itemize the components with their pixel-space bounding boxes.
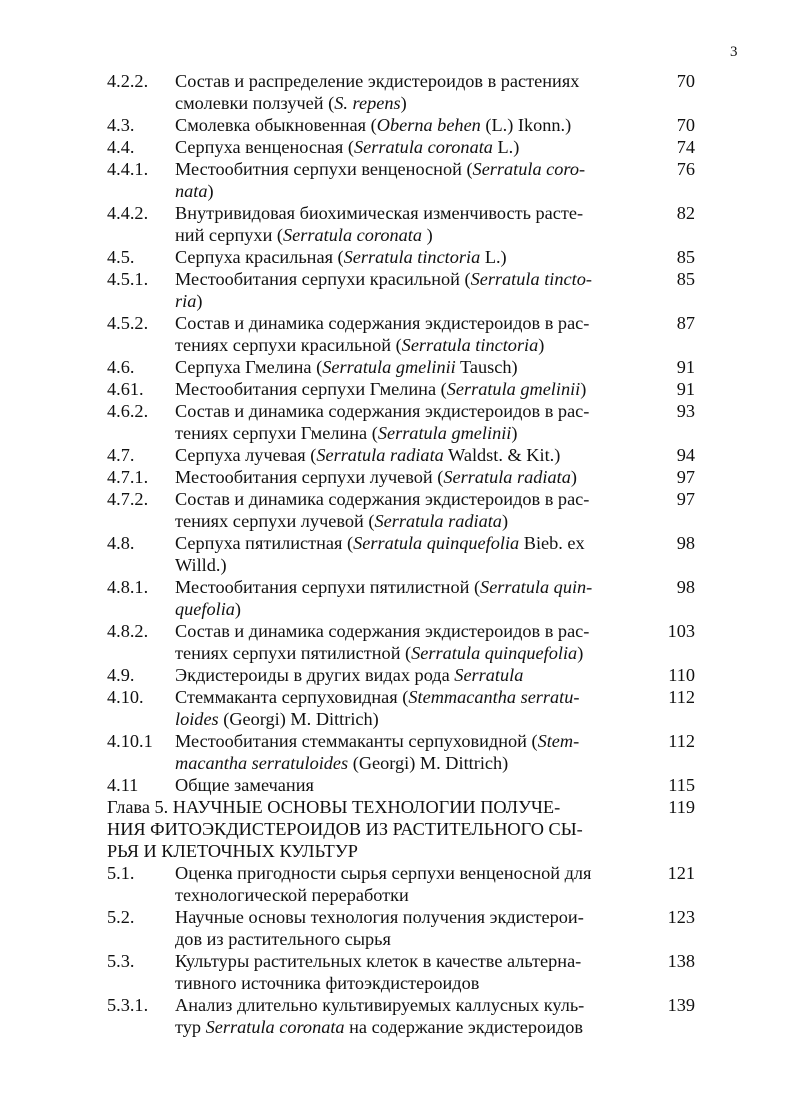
toc-entry-line xyxy=(107,686,697,708)
section-title: Культуры растительных клеток в качестве альтерна- xyxy=(175,951,582,971)
section-title: Общие замечания xyxy=(175,775,314,795)
page-ref xyxy=(615,554,697,576)
toc-entry-line xyxy=(107,598,697,620)
page-ref xyxy=(615,290,697,312)
section-number: 4.3. xyxy=(107,115,135,135)
toc-entry-line xyxy=(107,642,697,664)
section-number: 4.8.1. xyxy=(107,577,149,597)
toc-entry-line xyxy=(107,400,697,422)
section-title: Научные основы технология получения экдистерои- xyxy=(175,907,584,927)
section-number: 4.7.1. xyxy=(107,467,149,487)
section-title: Стеммаканта серпуховидная (Stemmacantha serratu- xyxy=(175,687,580,707)
page-ref xyxy=(615,642,697,664)
section-number xyxy=(107,290,175,312)
page-ref: 85 xyxy=(676,247,695,267)
section-number: 4.5.2. xyxy=(107,313,149,333)
section-title: тивного источника фитоэкдистероидов xyxy=(175,973,480,993)
toc-entry-line xyxy=(107,158,697,180)
section-title: Состав и динамика содержания экдистероидов в рас- xyxy=(175,401,590,421)
toc-entry-line xyxy=(107,202,697,224)
section-number xyxy=(107,224,175,246)
section-number xyxy=(107,510,175,532)
page-ref: 139 xyxy=(667,995,695,1015)
section-number: 4.4. xyxy=(107,137,135,157)
toc-entry-line xyxy=(107,334,697,356)
section-number: 4.8.2. xyxy=(107,621,149,641)
section-title: тениях серпухи пятилистной (Serratula quinquefolia) xyxy=(175,643,584,663)
section-title: Состав и распределение экдистероидов в растениях xyxy=(175,71,580,91)
page-ref: 123 xyxy=(667,907,695,927)
section-number: 4.5. xyxy=(107,247,135,267)
page-ref xyxy=(615,422,697,444)
toc-entry-line xyxy=(107,378,697,400)
table-of-contents xyxy=(107,70,697,1038)
toc-entry-line xyxy=(107,664,697,686)
section-title: технологической переработки xyxy=(175,885,409,905)
section-title: Оценка пригодности сырья серпухи венценосной для xyxy=(175,863,592,883)
toc-entry-line xyxy=(107,510,697,532)
section-number xyxy=(107,554,175,576)
page-ref: 103 xyxy=(667,621,695,641)
page-ref: 87 xyxy=(676,313,695,333)
page-ref xyxy=(615,334,697,356)
section-number: 4.10. xyxy=(107,687,144,707)
section-number: 4.5.1. xyxy=(107,269,149,289)
page-ref: 70 xyxy=(676,115,695,135)
section-number: 4.8. xyxy=(107,533,135,553)
page-ref: 119 xyxy=(668,797,695,817)
section-number xyxy=(107,884,175,906)
section-number xyxy=(107,708,175,730)
section-number: 4.4.1. xyxy=(107,159,149,179)
section-number xyxy=(107,334,175,356)
section-title: тениях серпухи лучевой (Serratula radiata) xyxy=(175,511,509,531)
page-ref: 94 xyxy=(676,445,695,465)
section-title: ний серпухи (Serratula coronata ) xyxy=(175,225,433,245)
section-title: Серпуха Гмелина (Serratula gmelinii Tausch) xyxy=(175,357,518,377)
page-ref xyxy=(615,972,697,994)
toc-entry-line xyxy=(107,532,697,554)
page-ref xyxy=(615,92,697,114)
section-title: дов из растительного сырья xyxy=(175,929,391,949)
toc-entry-line xyxy=(107,928,697,950)
toc-entry-line xyxy=(107,730,697,752)
section-title: loides (Georgi) M. Dittrich) xyxy=(175,709,379,729)
toc-entry-line xyxy=(107,180,697,202)
page-ref xyxy=(615,884,697,906)
section-title: Анализ длительно культивируемых каллусных куль- xyxy=(175,995,585,1015)
toc-entry-line xyxy=(107,290,697,312)
section-number xyxy=(107,598,175,620)
section-title: quefolia) xyxy=(175,599,242,619)
section-title: Местообитания серпухи красильной (Serratula tincto- xyxy=(175,269,592,289)
section-number xyxy=(107,642,175,664)
page-ref: 91 xyxy=(676,379,695,399)
toc-entry-line xyxy=(107,994,697,1016)
page-ref xyxy=(615,180,697,202)
toc-entry-line xyxy=(107,268,697,290)
page-ref: 91 xyxy=(676,357,695,377)
section-title: Смолевка обыкновенная (Oberna behen (L.) Ikonn.) xyxy=(175,115,572,135)
page-ref xyxy=(615,510,697,532)
section-title: macantha serratuloides (Georgi) M. Dittrich) xyxy=(175,753,509,773)
page-ref xyxy=(615,928,697,950)
section-number: 4.7. xyxy=(107,445,135,465)
section-number xyxy=(107,1016,175,1038)
section-title: Местообитания серпухи пятилистной (Serratula quin- xyxy=(175,577,593,597)
page-ref: 74 xyxy=(676,137,695,157)
section-title: Состав и динамика содержания экдистероидов в рас- xyxy=(175,489,590,509)
section-title: Внутривидовая биохимическая изменчивость расте- xyxy=(175,203,584,223)
toc-entry-line xyxy=(107,840,697,862)
toc-entry-line xyxy=(107,752,697,774)
page-ref: 85 xyxy=(676,269,695,289)
section-title: ria) xyxy=(175,291,203,311)
toc-entry-line xyxy=(107,576,697,598)
toc-entry-line xyxy=(107,356,697,378)
toc-entry-line xyxy=(107,466,697,488)
page-ref: 112 xyxy=(668,731,695,751)
toc-entry-line xyxy=(107,972,697,994)
page-ref: 115 xyxy=(668,775,695,795)
page-ref: 82 xyxy=(676,203,695,223)
section-title: тур Serratula coronata на содержание экдистероидов xyxy=(175,1017,584,1037)
page-ref xyxy=(615,598,697,620)
toc-entry-line xyxy=(107,708,697,730)
section-number: 4.11 xyxy=(107,775,139,795)
section-number xyxy=(107,422,175,444)
section-number: 5.3.1. xyxy=(107,995,149,1015)
section-number xyxy=(107,972,175,994)
section-number: 4.7.2. xyxy=(107,489,149,509)
section-number: 5.1. xyxy=(107,863,135,883)
toc-entry-line xyxy=(107,796,697,818)
toc-entry-line xyxy=(107,774,697,796)
section-title: Серпуха пятилистная (Serratula quinquefolia Bieb. ex xyxy=(175,533,585,553)
toc-entry-line xyxy=(107,554,697,576)
page-ref: 98 xyxy=(676,577,695,597)
section-number: 5.2. xyxy=(107,907,135,927)
section-title: Местообитания стеммаканты серпуховидной (Stem- xyxy=(175,731,580,751)
toc-entry-line xyxy=(107,92,697,114)
toc-entry-line xyxy=(107,224,697,246)
section-title: Местообитания серпухи Гмелина (Serratula gmelinii) xyxy=(175,379,587,399)
page-ref: 110 xyxy=(668,665,695,685)
toc-entry-line xyxy=(107,1016,697,1038)
toc-entry-line xyxy=(107,862,697,884)
page-ref: 70 xyxy=(676,71,695,91)
section-number xyxy=(107,92,175,114)
page-ref: 93 xyxy=(676,401,695,421)
section-title: Willd.) xyxy=(175,555,227,575)
section-number xyxy=(107,180,175,202)
page-ref xyxy=(615,818,697,840)
page-ref: 97 xyxy=(676,467,695,487)
section-number: 4.61. xyxy=(107,379,144,399)
page-ref xyxy=(615,1016,697,1038)
page-ref: 121 xyxy=(667,863,695,883)
page-ref xyxy=(615,840,697,862)
section-title: тениях серпухи Гмелина (Serratula gmelinii) xyxy=(175,423,518,443)
section-number: 4.4.2. xyxy=(107,203,149,223)
section-title: Серпуха венценосная (Serratula coronata L.) xyxy=(175,137,520,157)
section-number: 4.6. xyxy=(107,357,135,377)
section-title: nata) xyxy=(175,181,214,201)
section-title: смолевки ползучей (S. repens) xyxy=(175,93,407,113)
page-number: 3 xyxy=(730,44,738,60)
toc-entry-line xyxy=(107,114,697,136)
chapter-title: НИЯ ФИТОЭКДИСТЕРОИДОВ ИЗ РАСТИТЕЛЬНОГО СЫ- xyxy=(107,819,583,839)
chapter-title: Глава 5. НАУЧНЫЕ ОСНОВЫ ТЕХНОЛОГИИ ПОЛУЧЕ- xyxy=(107,797,561,817)
toc-entry-line xyxy=(107,246,697,268)
section-number: 5.3. xyxy=(107,951,135,971)
toc-entry-line xyxy=(107,136,697,158)
section-title: Состав и динамика содержания экдистероидов в рас- xyxy=(175,313,590,333)
section-number xyxy=(107,928,175,950)
page-ref xyxy=(615,708,697,730)
chapter-title: РЬЯ И КЛЕТОЧНЫХ КУЛЬТУР xyxy=(107,841,358,861)
toc-entry-line xyxy=(107,884,697,906)
toc-entry-line xyxy=(107,444,697,466)
toc-entry-line xyxy=(107,818,697,840)
section-title: Состав и динамика содержания экдистероидов в рас- xyxy=(175,621,590,641)
section-number xyxy=(107,752,175,774)
page-ref: 97 xyxy=(676,489,695,509)
page-ref: 138 xyxy=(667,951,695,971)
section-number: 4.9. xyxy=(107,665,135,685)
section-title: Экдистероиды в других видах рода Serratula xyxy=(175,665,524,685)
section-title: Серпуха лучевая (Serratula radiata Waldst. & Kit.) xyxy=(175,445,561,465)
section-number: 4.2.2. xyxy=(107,71,149,91)
toc-entry-line xyxy=(107,70,697,92)
toc-entry-line xyxy=(107,312,697,334)
section-number: 4.10.1 xyxy=(107,731,153,751)
section-number: 4.6.2. xyxy=(107,401,149,421)
page-ref xyxy=(615,224,697,246)
page-ref xyxy=(615,752,697,774)
toc-entry-line xyxy=(107,950,697,972)
toc-entry-line xyxy=(107,422,697,444)
page-ref: 98 xyxy=(676,533,695,553)
section-title: тениях серпухи красильной (Serratula tinctoria) xyxy=(175,335,545,355)
page-ref: 76 xyxy=(676,159,695,179)
page-ref: 112 xyxy=(668,687,695,707)
section-title: Местообитания серпухи лучевой (Serratula radiata) xyxy=(175,467,577,487)
toc-entry-line xyxy=(107,488,697,510)
toc-entry-line xyxy=(107,906,697,928)
section-title: Серпуха красильная (Serratula tinctoria L.) xyxy=(175,247,507,267)
section-title: Местообитния серпухи венценосной (Serratula coro- xyxy=(175,159,586,179)
toc-entry-line xyxy=(107,620,697,642)
